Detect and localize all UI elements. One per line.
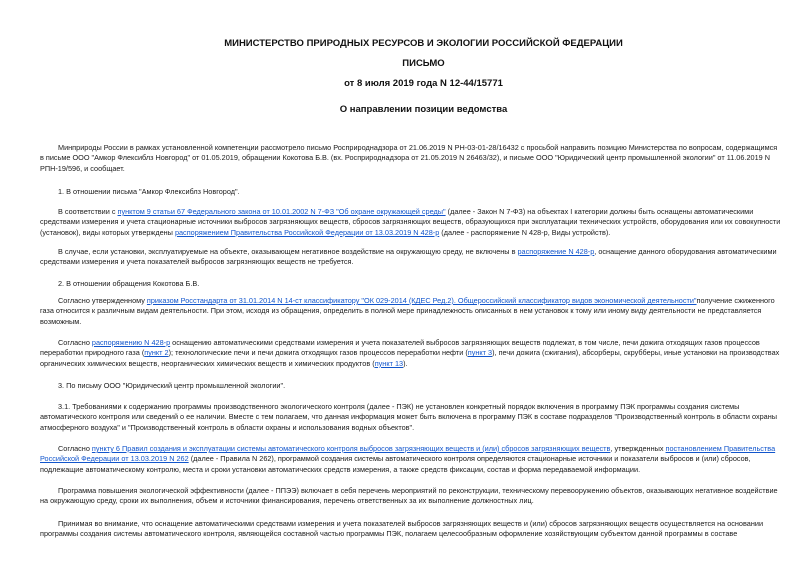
text-line [40,338,780,348]
order-428-link-2[interactable]: распоряжению N 428-р [91,338,171,347]
law-7fz-link[interactable]: пунктом 9 статьи 67 Федерального закона от 10.01.2002 N 7-ФЗ "Об охране окружающей среды" [117,207,446,216]
text-run: переработки природного газа ( [40,348,145,358]
text-line: автоматического контроля или сведений о ее наличии. Вместе с тем полагаем, что данная информация может быть включена в программу ПЭК в составе подразделов "Производственный контроль в области охраны [40,412,778,422]
text-line: средствами измерения и учета показателей выбросов загрязняющих веществ не требуется. [40,257,354,267]
paragraph-pek-program [40,402,780,433]
text-run: ). [403,358,408,368]
text-run: Согласно утвержденному [58,296,145,305]
item-13-link[interactable]: пункт 13 [374,358,404,368]
paragraph-section-1 [40,187,780,197]
text-run: получение сжиженного [696,296,775,305]
text-line: возможным. [40,316,82,326]
order-428-link[interactable]: распоряжение N 428-р [517,247,595,256]
text-line: атмосферного воздуха" и "Производственный контроль в области охраны и использования водных объектов". [40,422,415,432]
text-line [40,228,780,238]
text-line: Принимая во внимание, что оснащение автоматическими средствами измерения и учета показателей выбросов загрязняющих веществ и (или) сбросов загрязняющих веществ осуществляется на основании [58,519,764,528]
text-line [40,444,780,454]
text-line: Минприроды России в рамках установленной компетенции рассмотрело письмо Росприроднадзора от 21.06.2019 N РН-03-01-28/16432 с просьбой направить позицию Министерства по вопросам, содержащимся [58,143,778,152]
document-subject: О направлении позиции ведомства [339,104,508,115]
government-resolution-link[interactable]: постановлением Правительства [665,444,776,453]
text-run: (далее - Закон N 7-ФЗ) на объектах I категории должны быть оснащены автоматическими [447,207,754,216]
ministry-heading: МИНИСТЕРСТВО ПРИРОДНЫХ РЕСУРСОВ И ЭКОЛОГИИ РОССИЙСКОЙ ФЕДЕРАЦИИ [224,38,623,49]
text-line [40,359,780,369]
paragraph-equipment-requirement [40,207,780,238]
text-line: на окружающую среду, сроки их выполнения, объем и источники финансирования, перечень ответственных за их выполнение должностных лиц. [40,496,534,506]
text-line [40,207,780,217]
text-run: органических химических веществ, неорганических химических веществ и химических продуктов ( [40,358,375,368]
text-run: ), печи дожига (сжигания), абсорберы, скрубберы, иные установки на производствах [492,348,780,358]
text-run: ); технологические печи и печи дожига отходящих газов процессов переработки нефти ( [168,348,468,358]
text-run: , утвержденных [610,444,664,453]
text-line [40,247,780,257]
paragraph-rules-262 [40,444,780,475]
document-page [40,0,807,571]
text-run: Согласно [58,444,90,453]
text-line: РПН-19/596, и сообщает. [40,163,125,173]
text-run: (далее - Правила N 262), программой создания системы автоматического контроля определяются стационарные источники и показатели выбросов и (или) сбросов, [190,454,751,464]
paragraph-conclusion [40,519,780,540]
document-date-number: от 8 июля 2019 года N 12-44/15771 [344,78,503,89]
text-line: Программа повышения экологической эффективности (далее - ППЭЭ) включает в себя перечень мероприятий по реконструкции, техническому перевооружению объектов, оказывающих негативное воздействие [58,486,778,495]
paragraph-section-3 [40,381,780,391]
text-line: в письме ООО "Амкор Флексиблз Новгород" от 01.05.2019, обращении Кокотова Б.В. (вх. Росприроднадзора от 21.05.2019 N 26463/32), и письме ООО "Юридический центр промышленной экологии" от 11.06.2019 N [40,153,770,163]
text-line [40,348,780,358]
text-run: , оснащение данного оборудования автоматическими [594,247,777,256]
paragraph-classifier [40,296,780,327]
classifier-link[interactable]: приказом Росстандарта от 31.01.2014 N 14-ст классификатору "ОК 029-2014 (КДЕС Ред.2). Общероссийский классификатор видов экономической деятельности" [146,296,697,305]
paragraph-not-included [40,247,780,268]
text-line: 1. В отношении письма "Амкор Флексиблз Новгород". [58,187,240,196]
rules-item-6-link[interactable]: пункту 6 Правил создания и эксплуатации системы автоматического контроля выбросов загрязняющих веществ и (или) сбросов загрязняющих веществ [91,444,611,453]
text-run: Согласно [58,338,90,347]
text-line [40,296,780,306]
text-line: 2. В отношении обращения Кокотова Б.В. [58,279,200,288]
paragraph-equipment-list [40,338,780,369]
paragraph-ppee [40,486,780,507]
text-line: средствами измерения и учета стационарные источники выбросов загрязняющих веществ, сбросов загрязняющих веществ, образующихся при эксплуатации технических устройств, оборудования или их совокупности [40,217,781,227]
text-run: В соответствии с [58,207,116,216]
item-2-link[interactable]: пункт 2 [144,348,169,358]
text-line: 3. По письму ООО "Юридический центр промышленной экологии". [58,381,286,390]
text-line: программы создания системы автоматического контроля, являющейся составной частью программы ПЭК, полагаем целесообразным оформление хозяйствующим субъектом данной программы в составе [40,529,738,539]
item-3-link[interactable]: пункт 3 [467,348,493,358]
text-line: газа относится к различным видам деятельности. При этом, исходя из обращения, определить в полной мере принадлежность описанных в нем установок к тому или иному виду деятельности не представляется [40,306,762,316]
government-order-428-link[interactable]: распоряжением Правительства Российской Федерации от 13.03.2019 N 428-р [174,227,440,237]
text-run: оснащению автоматическими средствами измерения и учета показателей выбросов загрязняющих веществ подлежат, в том числе, печи дожига отходящих газов процессов [172,338,760,347]
document-type: ПИСЬМО [402,58,445,69]
text-line: подлежащие автоматическому контролю, места и сроки установки автоматических средств измерения, а также средств фиксации, состав и форма передаваемой информации. [40,464,641,474]
text-run: (установок), виды которых утверждены [40,227,173,237]
paragraph-section-2 [40,279,780,289]
text-line: 3.1. Требованиями к содержанию программы производственного экологического контроля (далее - ПЭК) не установлен конкретный порядок включения в программу ПЭК программы создания системы [58,402,740,411]
government-resolution-link-cont[interactable]: Российской Федерации от 13.03.2019 N 262 [40,454,189,464]
text-run: В случае, если установки, эксплуатируемые на объекте, оказывающем негативное воздействие на окружающую среду, не включены в [58,247,516,256]
text-run: (далее - распоряжение N 428-р, Виды устройств). [441,227,611,237]
text-line [40,454,780,464]
paragraph-intro [40,143,780,174]
